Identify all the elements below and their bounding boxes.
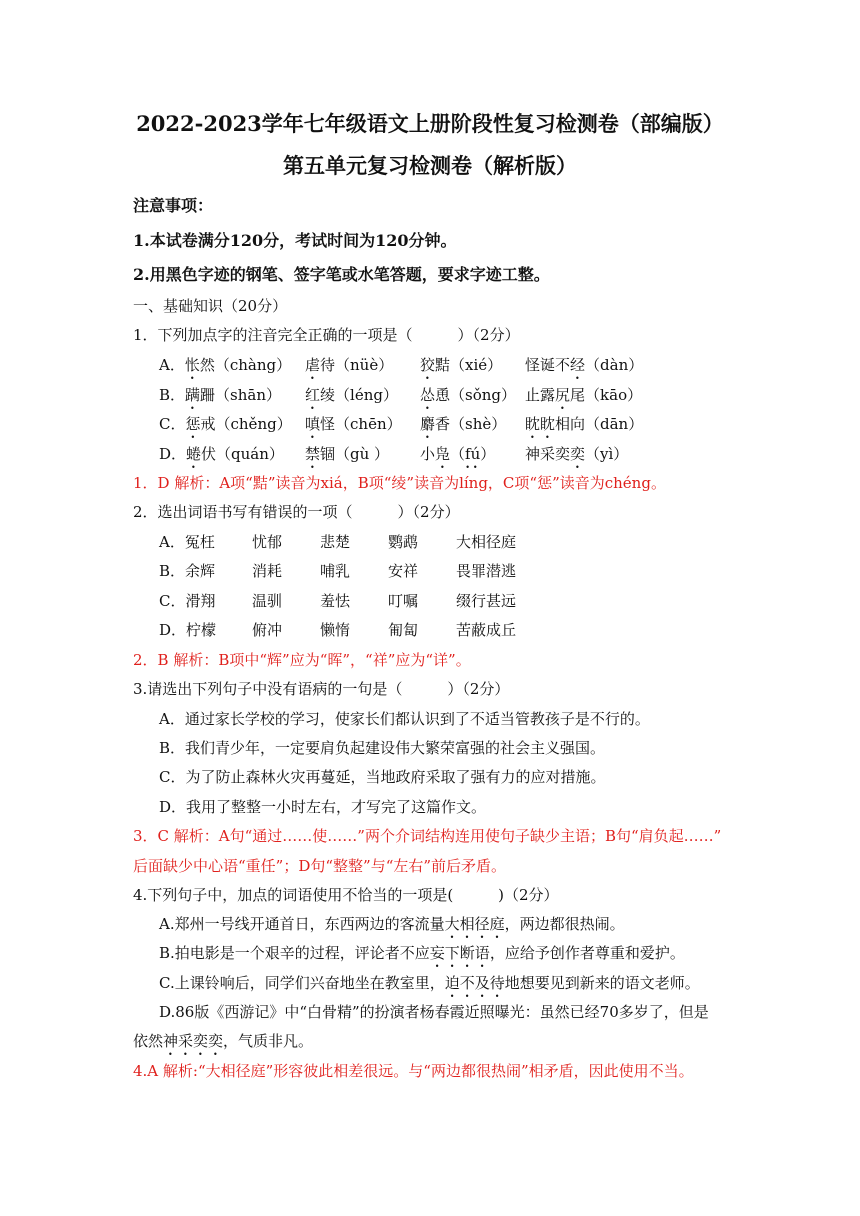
q4-option-a: A.郑州一号线开通首日，东西两边的客流量大相径庭，两边都很热闹。 bbox=[159, 915, 625, 933]
emphasis-dot-char: 凫（fú） bbox=[435, 445, 496, 463]
emphasis-dot-char: 眈眈 bbox=[525, 415, 556, 433]
q4-option-c: C.上课铃响后，同学们兴奋地坐在教室里，迫不及待地想要见到新来的语文老师。 bbox=[159, 974, 700, 992]
q3-option-d: D．我用了整整一小时左右，才写完了这篇作文。 bbox=[159, 798, 487, 816]
q3-option-a: A．通过家长学校的学习，使家长们都认识到了不适当管教孩子是不行的。 bbox=[159, 710, 650, 728]
q1-stem: 1．下列加点字的注音完全正确的一项是（ ）（2分） bbox=[133, 326, 520, 344]
document-subtitle: 第五单元复习检测卷（解析版） bbox=[283, 153, 577, 178]
q4-option-d-line-1: D.86版《西游记》中“白骨精”的扮演者杨春霞近照曝光：虽然已经70多岁了，但是 bbox=[159, 1003, 709, 1021]
emphasis-dot-char: 惩 bbox=[185, 415, 201, 433]
q4-option-b: B.拍电影是一个艰辛的过程，评论者不应妄下断语，应给予创作者尊重和爱护。 bbox=[159, 944, 685, 962]
emphasis-dot-char: 怅 bbox=[184, 356, 200, 374]
emphasis-dot-word: 神采奕奕 bbox=[163, 1032, 224, 1050]
q4-option-d-line-2: 依然神采奕奕，气质非凡。 bbox=[133, 1032, 314, 1050]
q2-answer: 2．B 解析：B项中“辉”应为“晖”，“祥”应为“详”。 bbox=[133, 651, 471, 669]
q3-option-b: B．我们青少年，一定要肩负起建设伟大繁荣富强的社会主义强国。 bbox=[159, 739, 606, 757]
notice-item-2: 2.用黑色字迹的钢笔、签字笔或水笔答题，要求字迹工整。 bbox=[133, 265, 550, 284]
q4-answer: 4.A 解析:“大相径庭”形容彼此相差很远。与“两边都很热闹”相矛盾，因此使用不当。 bbox=[133, 1062, 694, 1080]
emphasis-dot-word: 迫不及待 bbox=[444, 974, 505, 992]
q3-answer-line-2: 后面缺少中心语“重任”；D句“整整”与“左右”前后矛盾。 bbox=[133, 857, 507, 875]
q3-stem: 3.请选出下列句子中没有语病的一句是（ ）（2分） bbox=[133, 680, 510, 698]
emphasis-dot-word: 妄下断语 bbox=[429, 944, 490, 962]
q2-stem: 2．选出词语书写有错误的一项（ ）（2分） bbox=[133, 503, 460, 521]
q3-option-c: C．为了防止森林火灾再蔓延，当地政府采取了强有力的应对措施。 bbox=[159, 768, 606, 786]
q4-stem: 4.下列句子中，加点的词语使用不恰当的一项是( )（2分） bbox=[133, 886, 559, 904]
emphasis-dot-char: 蜷 bbox=[186, 445, 202, 463]
section-heading: 一、基础知识（20分） bbox=[133, 297, 288, 315]
document-title: 2022-2023学年七年级语文上册阶段性复习检测卷（部编版） bbox=[136, 111, 724, 136]
notice-heading: 注意事项： bbox=[133, 196, 214, 215]
q3-answer-line-1: 3．C 解析：A句“通过……使……”两个介词结构连用使句子缺少主语；B句“肩负起……” bbox=[133, 827, 722, 845]
emphasis-dot-char: 尻 bbox=[555, 386, 571, 404]
document-page: 2022-2023学年七年级语文上册阶段性复习检测卷（部编版） 第五单元复习检测卷（解析版） 注意事项： 1.本试卷满分120分，考试时间为120分钟。 2.用黑色字迹的钢笔、签字笔或水笔答题，要求字迹工整。 一、基础知识（20分） 1．下列加点字的注音完全正确的一项是（ ）（2分） A．怅然（chàng） 虐待（nüè） 狡黠（xié） 怪诞不经（dàn） B．蹒跚（shān） 红绫（léng） 怂恿（sǒng） 止露尻尾（kāo） C．惩戒（chěng） 嗔怪（chēn） 麝香（shè） 眈眈相向（dān） D．蜷伏（quán） 禁锢（gù ） 小凫（fú） 神采奕奕（yì） 1．D 解析：A项“黠”读音为xiá，B项“绫”读音为líng，C项“惩”读音为chéng。 2．选出词语书写有错误的一项（ ）（2分） A．冤枉 忧郁 悲楚 鹦鹉 大相径庭 B．余辉 消耗 哺乳 安祥 畏罪潜逃 C．滑翔 温驯 羞怯 叮嘱 缀行甚远 D．柠檬 俯冲 懒惰 匍匐 苦蔽成丘 2．B 解析：B项中“辉”应为“晖”，“祥”应为“详”。 3.请选出下列句子中没有语病的一句是（ ）（2分） A．通过家长学校的学习，使家长们都认识到了不适当管教孩子是不行的。 B．我们青少年，一定要肩负起建设伟大繁荣富强的社会主义强国。 C．为了防止森林火灾再蔓延，当地政府采取了强有力的应对措施。 D．我用了整整一小时左右，才写完了这篇作文。 3．C 解析：A句“通过……使……”两个介词结构连用使句子缺少主语；B句“肩负起……” 后面缺少中心语“重任”；D句“整整”与“左右”前后矛盾。 4.下列句子中，加点的词语使用不恰当的一项是( )（2分） A.郑州一号线开通首日，东西两边的客流量大相径庭，两边都很热闹。 B.拍电影是一个艰辛的过程，评论者不应妄下断语，应给予创作者尊重和爱护。 C.上课铃响后，同学们兴奋地坐在教室里，迫不及待地想要见到新来的语文老师。 D.86版《西游记》中“白骨精”的扮演者杨春霞近照曝光：虽然已经70多岁了，但是 依然神采奕奕，气质非凡。 4.A 解析:“大相径庭”形容彼此相差很远。与“两边都很热闹”相矛盾，因此使用不当。 bbox=[0, 0, 860, 1216]
emphasis-dot-char: 经 bbox=[570, 356, 586, 374]
emphasis-dot-char: 怂 bbox=[420, 386, 436, 404]
emphasis-dot-char: 红 bbox=[305, 386, 321, 404]
emphasis-dot-char: 麝 bbox=[420, 415, 436, 433]
emphasis-dot-char: 禁 bbox=[305, 445, 321, 463]
emphasis-dot-char: 狡 bbox=[420, 356, 436, 374]
emphasis-dot-char: 虐 bbox=[305, 356, 321, 374]
notice-item-1: 1.本试卷满分120分，考试时间为120分钟。 bbox=[133, 231, 457, 250]
emphasis-dot-word: 大相径庭 bbox=[444, 915, 505, 933]
emphasis-dot-char: 蹒 bbox=[185, 386, 201, 404]
emphasis-dot-char: 嗔 bbox=[305, 415, 321, 433]
q1-answer: 1．D 解析：A项“黠”读音为xiá，B项“绫”读音为líng，C项“惩”读音为chéng。 bbox=[133, 474, 666, 492]
emphasis-dot-char: 奕 bbox=[570, 445, 586, 463]
